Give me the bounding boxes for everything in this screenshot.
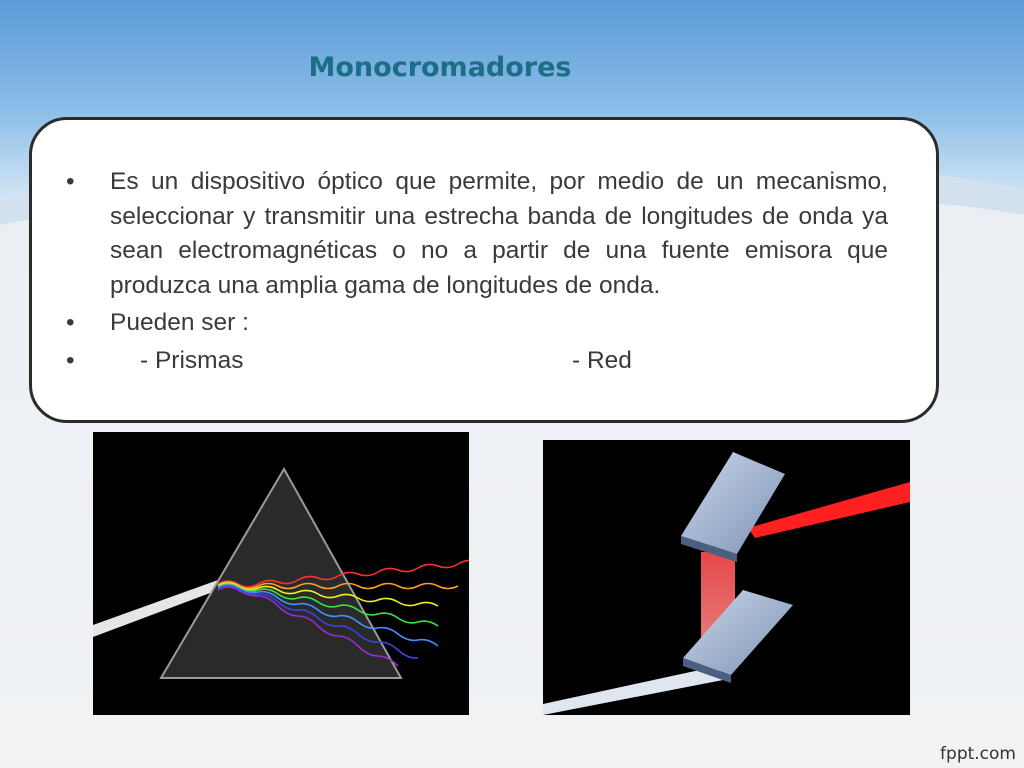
option-red: - Red xyxy=(572,346,632,374)
prism-image xyxy=(93,432,469,715)
diffraction-grating-icon xyxy=(543,440,910,715)
slide-title: Monocromadores xyxy=(308,52,572,83)
bullet-item-options xyxy=(66,344,888,379)
brand-watermark: fppt.com xyxy=(940,744,1016,764)
bullet-marker: • xyxy=(66,168,75,195)
grating-image xyxy=(543,440,910,715)
bullet-item xyxy=(66,306,888,341)
prism-dispersion-icon xyxy=(93,432,469,715)
bullet-item xyxy=(66,165,888,303)
bullet-marker: • xyxy=(66,309,75,336)
options-line xyxy=(110,344,632,379)
bullet-marker: • xyxy=(66,346,75,374)
bullet-text-types: Pueden ser : xyxy=(110,309,249,336)
bullet-list xyxy=(66,165,888,378)
option-prismas: - Prismas xyxy=(140,346,244,374)
bullet-text-definition: Es un dispositivo óptico que permite, por medio de un mecanismo, seleccionar y transmitir una estrecha banda de longitudes de onda ya sean electromagnéticas o no a partir de una fuente emisora que produzca una amplia gama de longitudes de onda. xyxy=(110,168,888,299)
